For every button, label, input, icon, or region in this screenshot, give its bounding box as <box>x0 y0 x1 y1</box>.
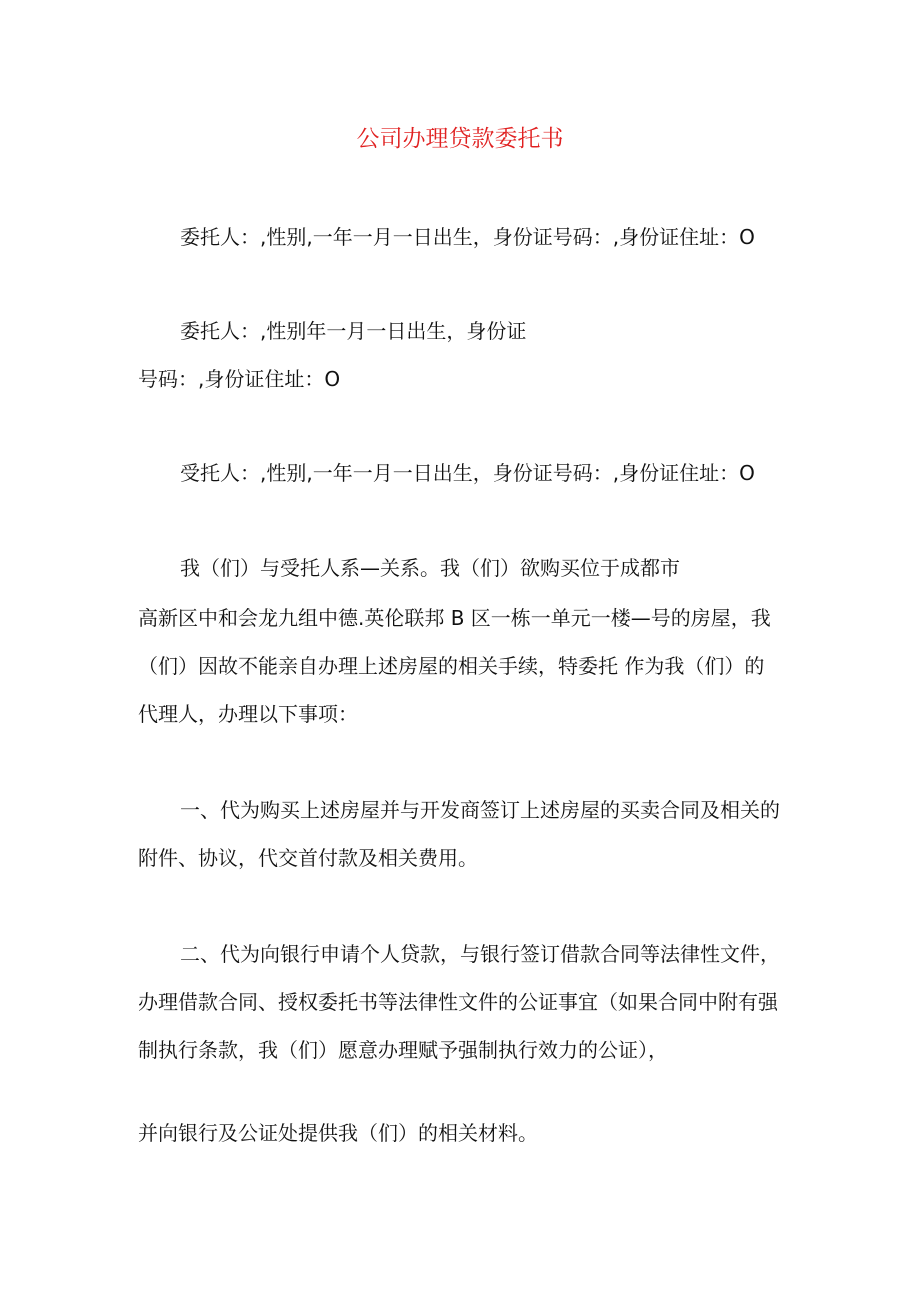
paragraph-agent: 受托人：,性别,一年一月一日出生，身份证号码：,身份证住址：O <box>180 461 755 485</box>
item-one-line-1: 一、代为购买上述房屋并与开发商签订上述房屋的买卖合同及相关的 <box>180 798 780 822</box>
paragraph-principal-1: 委托人：,性别,一年一月一日出生，身份证号码：,身份证住址：O <box>180 225 755 249</box>
paragraph-relation-line-2: 高新区中和会龙九组中德.英伦联邦 B 区一栋一单元一楼—号的房屋，我 <box>138 606 771 630</box>
item-two-line-1: 二、代为向银行申请个人贷款，与银行签订借款合同等法律性文件， <box>180 942 780 966</box>
item-two-line-4: 并向银行及公证处提供我（们）的相关材料。 <box>138 1121 538 1145</box>
item-two-line-3: 制执行条款，我（们）愿意办理赋予强制执行效力的公证）， <box>138 1038 668 1062</box>
item-two-line-2: 办理借款合同、授权委托书等法律性文件的公证事宜（如果合同中附有强 <box>138 990 778 1014</box>
paragraph-relation-line-3: （们）因故不能亲自办理上述房屋的相关手续，特委托 作为我（们）的 <box>138 654 765 678</box>
paragraph-principal-2-line-1: 委托人：,性别年一月一日出生，身份证 <box>180 319 527 343</box>
paragraph-principal-2-line-2: 号码：,身份证住址：O <box>138 367 341 391</box>
paragraph-relation-line-1: 我（们）与受托人系—关系。我（们）欲购买位于成都市 <box>180 556 680 580</box>
document-title: 公司办理贷款委托书 <box>356 126 564 152</box>
item-one-line-2: 附件、协议，代交首付款及相关费用。 <box>138 846 478 870</box>
paragraph-relation-line-4: 代理人，办理以下事项： <box>138 702 358 726</box>
